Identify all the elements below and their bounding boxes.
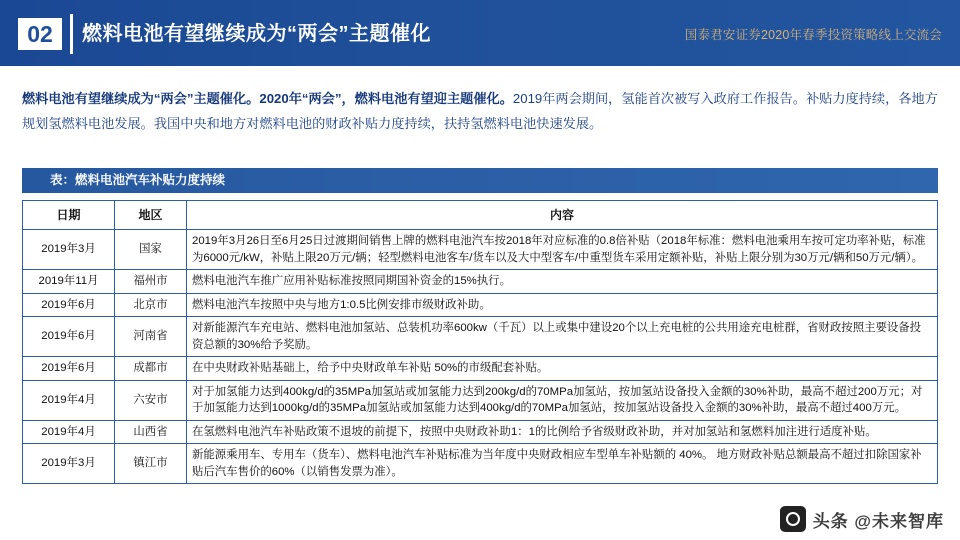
section-number: 02 — [18, 18, 62, 50]
cell-date: 2019年6月 — [23, 317, 115, 357]
slide-header — [0, 0, 960, 66]
cell-content: 燃料电池汽车推广应用补贴标准按照同期国补资金的15%执行。 — [187, 270, 938, 294]
cell-content: 在中央财政补贴基础上，给予中央财政单车补贴 50%的市级配套补贴。 — [187, 357, 938, 381]
watermark-label: 头条 @未来智库 — [812, 511, 944, 531]
lead-bold-text: 燃料电池有望继续成为“两会”主题催化。2020年“两会”，燃料电池有望迎主题催化。 — [22, 91, 513, 106]
cell-region: 北京市 — [115, 293, 187, 317]
cell-region: 山西省 — [115, 420, 187, 444]
cell-region: 国家 — [115, 230, 187, 270]
cell-date: 2019年6月 — [23, 357, 115, 381]
table-header-content: 内容 — [187, 201, 938, 230]
cell-region: 六安市 — [115, 380, 187, 420]
cell-region: 镇江市 — [115, 444, 187, 484]
cell-region: 河南省 — [115, 317, 187, 357]
cell-date: 2019年11月 — [23, 270, 115, 294]
cell-content: 在氢燃料电池汽车补贴政策不退坡的前提下，按照中央财政补助1：1的比例给予省级财政补助，并对加氢站和氢燃料加注进行适度补贴。 — [187, 420, 938, 444]
table-header-date: 日期 — [23, 201, 115, 230]
cell-date: 2019年3月 — [23, 230, 115, 270]
watermark — [780, 506, 944, 532]
cell-content: 新能源乘用车、专用车（货车）、燃料电池汽车补贴标准为当年度中央财政相应车型单车补贴额的 40%。 地方财政补贴总额最高不超过扣除国家补贴后汽车售价的60%（以销售发票为准）。 — [187, 444, 938, 484]
cell-content: 对于加氢能力达到400kg/d的35MPa加氢站或加氢能力达到200kg/d的70MPa加氢站，按加氢站设备投入金额的30%补助，最高不超过200万元；对于加氢能力达到1000kg/d的35MPa加氢站或加氢能力达到400kg/d的70MPa加氢站，按加氢站设备投入金额的30%补助，最高不超过400万元。 — [187, 380, 938, 420]
table-header-region: 地区 — [115, 201, 187, 230]
table-row — [23, 317, 938, 357]
cell-content: 对新能源汽车充电站、燃料电池加氢站、总装机功率600kw（千瓦）以上或集中建设20个以上充电桩的公共用途充电桩群，省财政按照主要设备投资总额的30%给予奖励。 — [187, 317, 938, 357]
table-caption: 表：燃料电池汽车补贴力度持续 — [22, 168, 938, 193]
cell-date: 2019年3月 — [23, 444, 115, 484]
table-row — [23, 380, 938, 420]
page-title: 燃料电池有望继续成为“两会”主题催化 — [82, 23, 431, 45]
cell-region: 成都市 — [115, 357, 187, 381]
table-container — [22, 200, 938, 484]
table-row — [23, 230, 938, 270]
cell-content: 2019年3月26日至6月25日过渡期间销售上牌的燃料电池汽车按2018年对应标准的0.8倍补贴（2018年标准：燃料电池乘用车按可定功率补贴，标准为6000元/kW，补贴上限20万元/辆；轻型燃料电池客车/货车以及大中型客车/中重型货车采用定额补贴，补贴上限分别为30万元/辆和50万元/辆）。 — [187, 230, 938, 270]
subsidy-table — [22, 200, 938, 484]
table-row — [23, 444, 938, 484]
header-source-label: 国泰君安证券2020年春季投资策略线上交流会 — [684, 28, 942, 42]
table-row — [23, 420, 938, 444]
cell-date: 2019年4月 — [23, 420, 115, 444]
table-row — [23, 357, 938, 381]
lead-paragraph — [22, 86, 938, 136]
table-header-row — [23, 201, 938, 230]
cell-date: 2019年6月 — [23, 293, 115, 317]
table-row — [23, 270, 938, 294]
cell-content: 燃料电池汽车按照中央与地方1:0.5比例安排市级财政补助。 — [187, 293, 938, 317]
toutiao-logo-icon — [780, 506, 806, 532]
lead-normal-text: 2019年两会期间，氢能首次被写入政府工作报告。补贴力度持续，各地方规划氢燃料电池发展。我国中央和地方对燃料电池的财政补贴力度持续，扶持氢燃料电池快速发展。 — [22, 91, 938, 131]
cell-region: 福州市 — [115, 270, 187, 294]
cell-date: 2019年4月 — [23, 380, 115, 420]
header-divider — [70, 14, 73, 54]
table-row — [23, 293, 938, 317]
